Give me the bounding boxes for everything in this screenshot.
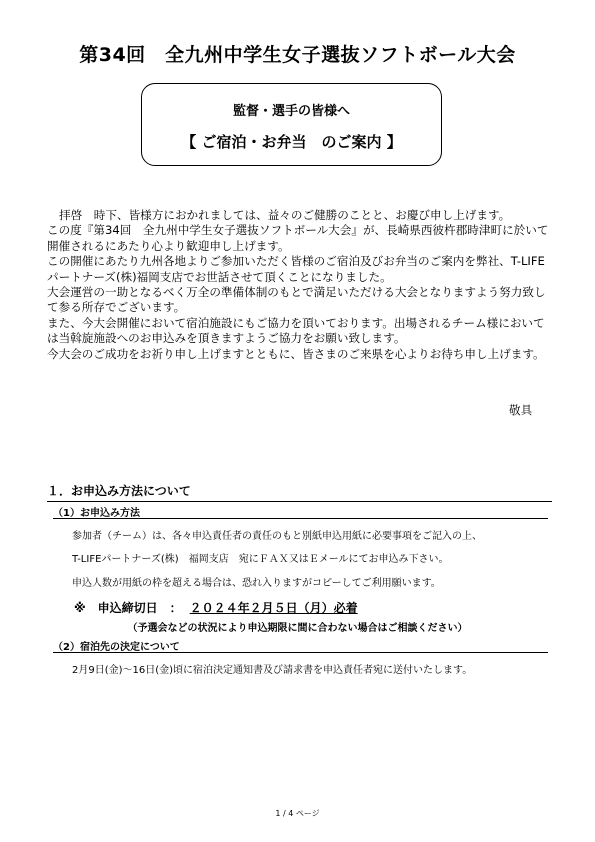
subsection-divider xyxy=(53,518,548,519)
subsection-divider xyxy=(53,652,548,653)
deadline xyxy=(74,599,358,616)
instruction-line: T-LIFEパートナーズ(株) 福岡支店 宛にＦＡＸ又はＥメールにてお申込み下さい。 xyxy=(72,554,449,565)
greeting-paragraph: また、今大会開催において宿泊施設にもご協力を頂いております。出場されるチーム様においては当斡旋施設へのお申込みを頂きますようご協力をお願い致します。 xyxy=(47,315,545,346)
deadline-date: ２０２４年２月５日（月）必着 xyxy=(189,601,358,615)
page-number: 1 / 4 ページ xyxy=(275,809,320,818)
instruction-line: 申込人数が用紙の枠を超える場合は、恐れ入りますがコピーしてご利用願います。 xyxy=(72,578,441,589)
box-heading: 【 ご宿泊・お弁当 のご案内 】 xyxy=(181,133,402,151)
subsection-heading: （1）お申込み方法 xyxy=(53,508,140,519)
greeting-paragraph: 拝啓 時下、皆様方におかれましては、益々のご健勝のことと、お慶び申し上げます。 xyxy=(59,208,511,222)
notice-box xyxy=(141,83,442,166)
greeting-paragraph: この度『第34回 全九州中学生女子選抜ソフトボール大会』が、長崎県西彼杵郡時津町に於いて開催されるにあたり心より歓迎申し上げます。 xyxy=(47,223,549,253)
page-title: 第34回 全九州中学生女子選抜ソフトボール大会 xyxy=(79,44,516,66)
instruction-line: 2月9日(金)～16日(金)頃に宿泊決定通知書及び請求書を申込責任者宛に送付いたします。 xyxy=(72,665,473,676)
deadline-note: （予選会などの状況により申込期限に間に合わない場合はご相談ください） xyxy=(127,623,468,634)
closing-text: 敬具 xyxy=(509,403,533,417)
deadline-label: ※ 申込締切日 ： xyxy=(74,601,182,615)
subsection-heading: （2）宿泊先の決定について xyxy=(53,642,180,653)
greeting-paragraph: この開催にあたり九州各地よりご参加いただく皆様のご宿泊及びお弁当のご案内を弊社、T-LIFEパートナーズ(株)福岡支店でお世話させて頂くことになりました。 xyxy=(47,254,545,284)
instruction-line: 参加者（チーム）は、各々申込責任者の責任のもと別紙申込用紙に必要事項をご記入の上、 xyxy=(72,531,482,542)
greeting-paragraph: 大会運営の一助となるべく万全の準備体制のもとで満足いただける大会となりますよう努力致して参る所存でございます。 xyxy=(47,285,546,315)
greeting-paragraph: 今大会のご成功をお祈り申し上げますとともに、皆さまのご来県を心よりお待ち申し上げます。 xyxy=(47,346,545,361)
greeting-text xyxy=(47,208,552,362)
section-heading: １．お申込み方法について xyxy=(47,482,552,502)
box-addressee: 監督・選手の皆様へ xyxy=(232,104,350,119)
